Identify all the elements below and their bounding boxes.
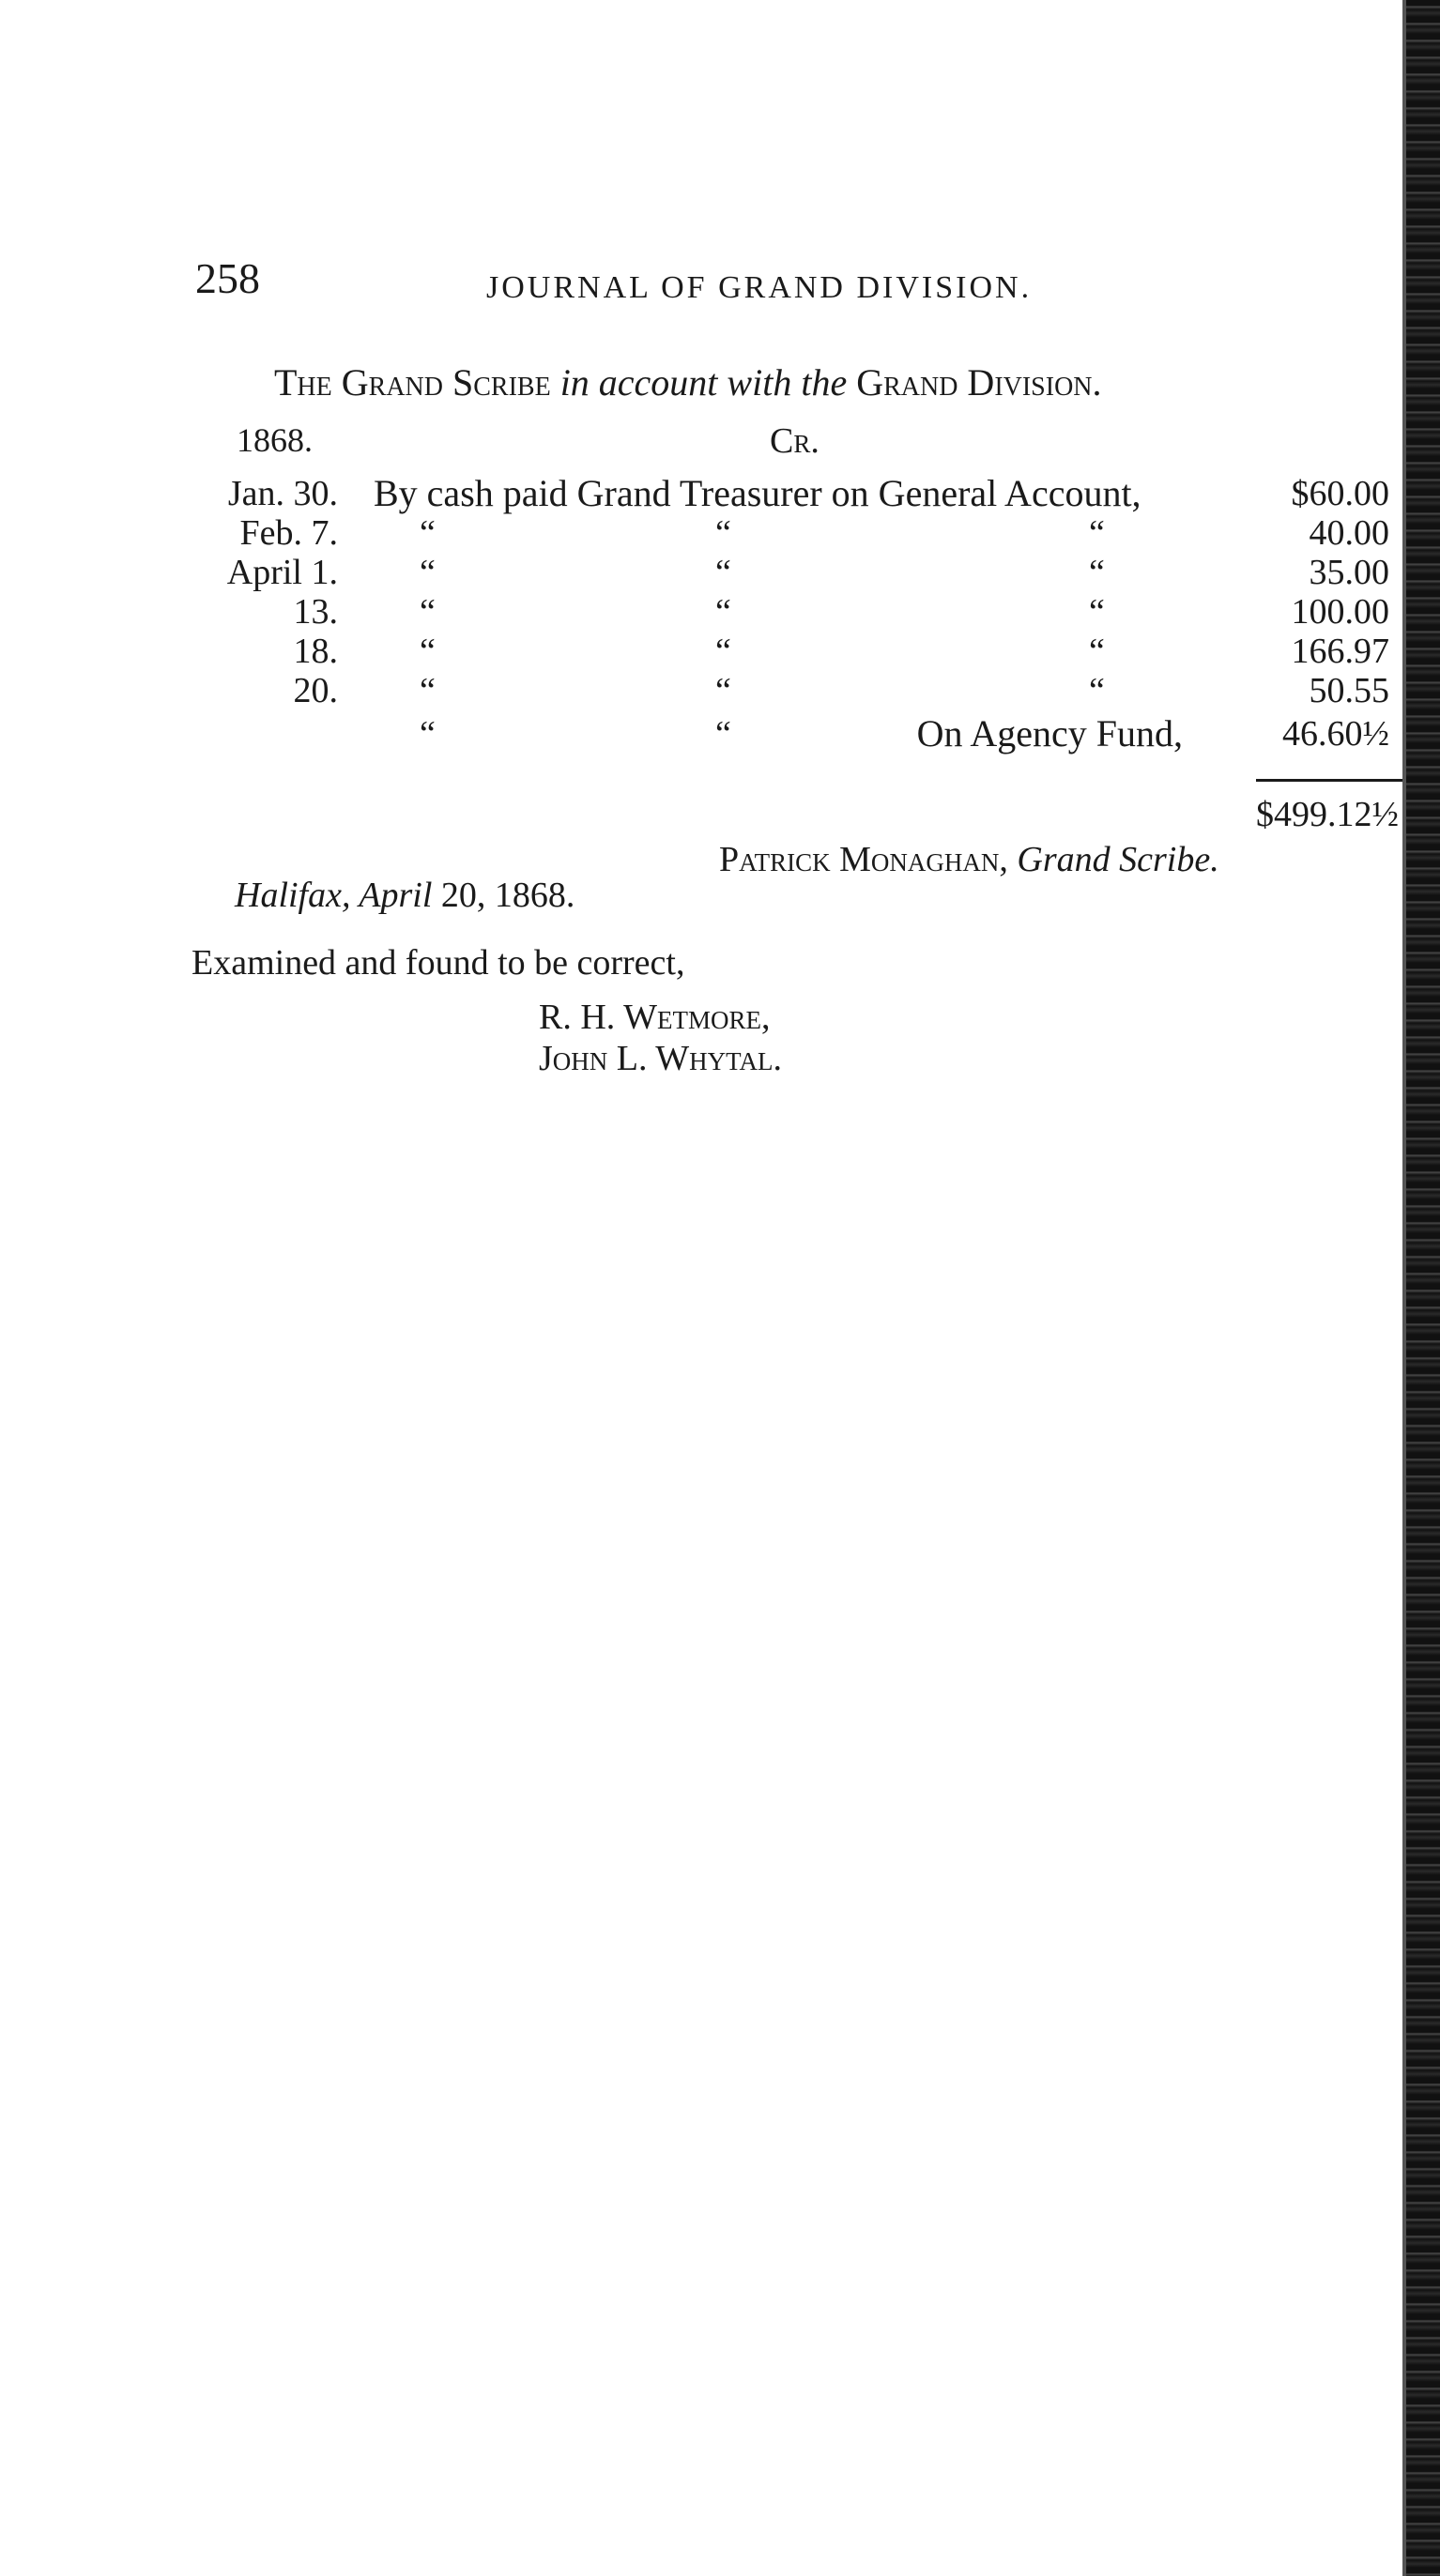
entry-amount: 166.97	[1291, 632, 1389, 671]
signatory-name: Patrick Monaghan,	[719, 840, 1008, 879]
entry-date: April 1.	[226, 553, 338, 592]
ledger-row	[0, 552, 1408, 593]
dateline-place: Halifax, April	[235, 876, 433, 915]
dateline-date: 20, 1868.	[440, 876, 575, 915]
entry-date: 13.	[293, 592, 338, 632]
signature-line	[719, 839, 1219, 880]
account-title-part3: Grand Division.	[856, 361, 1102, 404]
page-number: 258	[195, 254, 260, 302]
entry-amount: 100.00	[1291, 592, 1389, 632]
ditto-mark: “	[420, 592, 436, 632]
entry-description: On Agency Fund,	[916, 712, 1183, 755]
ledger-row	[0, 631, 1408, 672]
ditto-mark: “	[420, 553, 436, 592]
ditto-mark: “	[420, 513, 436, 553]
page-edge-line	[1402, 0, 1406, 2576]
auditor-name: R. H. Wetmore,	[539, 998, 771, 1037]
account-title	[274, 360, 1102, 404]
account-side-heading: Cr.	[770, 421, 820, 461]
ditto-mark: “	[1089, 632, 1105, 671]
entry-date: Feb. 7.	[239, 513, 338, 553]
entry-date: 20.	[293, 671, 338, 710]
ditto-mark: “	[1089, 553, 1105, 592]
entry-date: 18.	[293, 632, 338, 671]
entry-date: Jan. 30.	[227, 474, 338, 513]
ditto-mark: “	[715, 714, 731, 754]
entry-amount: 35.00	[1309, 553, 1389, 592]
ditto-mark: “	[420, 671, 436, 710]
page-edge-shadow	[1402, 0, 1440, 2576]
ditto-mark: “	[715, 632, 731, 671]
account-title-part2: in account with the	[559, 361, 848, 404]
total-rule	[1256, 779, 1404, 782]
ditto-mark: “	[715, 553, 731, 592]
ditto-mark: “	[715, 592, 731, 632]
running-title: JOURNAL OF GRAND DIVISION.	[486, 270, 1033, 305]
ditto-mark: “	[715, 513, 731, 553]
ledger-row	[0, 591, 1408, 633]
account-title-part1: The Grand Scribe	[274, 361, 551, 404]
account-total: $499.12½	[1256, 795, 1399, 834]
entry-amount: 40.00	[1309, 513, 1389, 553]
auditor-name: John L. Whytal.	[539, 1039, 782, 1078]
audit-statement: Examined and found to be correct,	[191, 943, 685, 983]
ditto-mark: “	[715, 671, 731, 710]
signatory-role: Grand Scribe.	[1017, 840, 1219, 879]
entry-description: By cash paid Grand Treasurer on General Account,	[374, 472, 1141, 514]
ditto-mark: “	[420, 632, 436, 671]
account-year: 1868.	[237, 421, 313, 459]
ditto-mark: “	[1089, 513, 1105, 553]
ledger-row	[0, 512, 1408, 554]
dateline	[235, 875, 574, 916]
entry-amount: 50.55	[1309, 671, 1389, 710]
ledger-row	[0, 713, 1408, 755]
entry-amount: $60.00	[1291, 474, 1389, 513]
ledger-row	[0, 473, 1408, 514]
ditto-mark: “	[420, 714, 436, 754]
ledger-row	[0, 670, 1408, 711]
ditto-mark: “	[1089, 592, 1105, 632]
entry-amount: 46.60½	[1282, 714, 1389, 754]
ditto-mark: “	[1089, 671, 1105, 710]
